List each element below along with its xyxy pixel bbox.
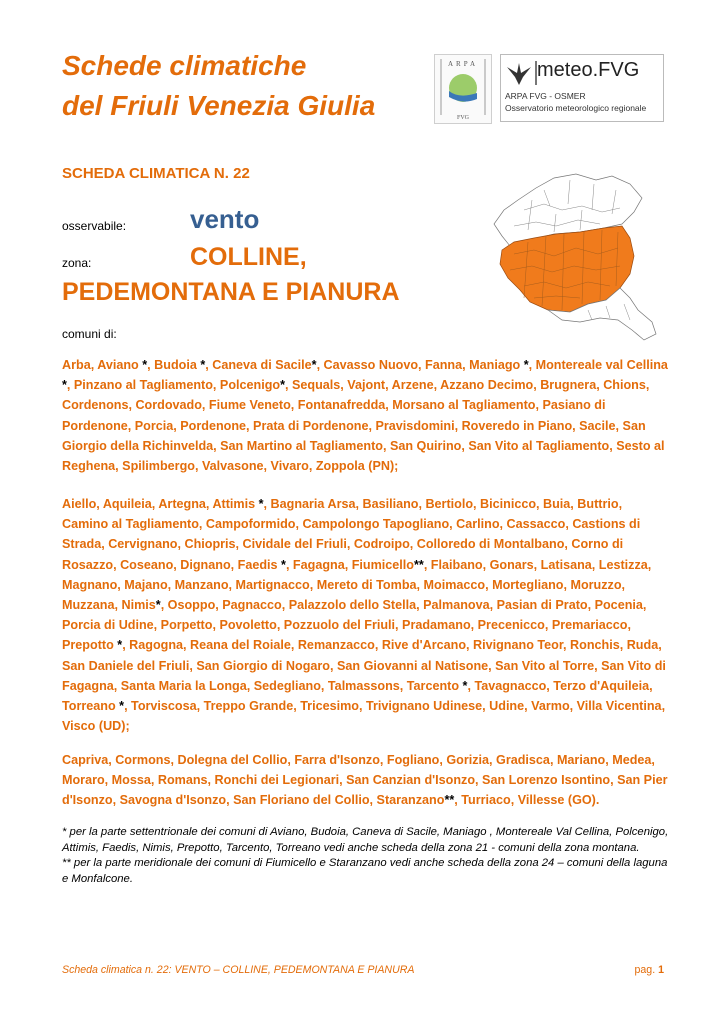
comuni-text: , Cavasso Nuovo, Fanna, Maniago bbox=[316, 358, 524, 372]
footnote-marker: * bbox=[280, 378, 286, 393]
arpa-logo-text: ARPA bbox=[447, 60, 479, 68]
arpa-logo-sub: FVG bbox=[456, 115, 470, 121]
zone-value-line1: COLLINE, bbox=[190, 243, 307, 271]
page-title bbox=[62, 46, 375, 126]
page-label: pag. bbox=[634, 964, 656, 976]
footnotes bbox=[62, 825, 672, 887]
comuni-text: , Bagnaria Arsa, Basiliano, Bertiolo, Bicinicco, Buia, Buttrio, Camino al Tagliamento, Campoformido, Campolongo Tapogliano, Carlino, Cassacco, Castions di Strada, Cervignano, Chiopris, Cividale del Friuli, Codroipo, Colloredo di Montalbano, Corno di Rosazzo, Coseano, Dignano, Faedis bbox=[62, 497, 641, 572]
zone-label: zona: bbox=[62, 256, 92, 270]
comuni-text: , Osoppo, Pagnacco, Palazzolo dello Stella, Palmanova, Pasian di Prato, Pocenia, Porcia di Udine, Porpetto, Povoletto, Pozzuolo del Friuli, Pradamano, Precenicco, Premariacco, Prepotto bbox=[62, 598, 647, 653]
footnote-marker: ** bbox=[414, 557, 424, 572]
comuni-text: , Budoia bbox=[147, 358, 201, 372]
meteo-logo-line1: ARPA FVG - OSMER bbox=[505, 91, 586, 101]
footnote-marker: * bbox=[200, 358, 206, 372]
footnote-marker: * bbox=[462, 678, 468, 693]
comuni-text: , Pinzano al Tagliamento, Polcenigo bbox=[66, 378, 281, 393]
comuni-ud-paragraph bbox=[62, 494, 668, 736]
footnote-marker: * bbox=[523, 358, 529, 372]
footnote-marker: * bbox=[281, 557, 286, 572]
comuni-text: , Tavagnacco, Terzo d'Aquileia, Torreano bbox=[62, 678, 653, 714]
footnote-1: * per la parte settentrionale dei comuni di Aviano, Budoia, Caneva di Sacile, Maniago , Montereale Val Cellina, Polcenigo, Attimis, Faedis, Nimis, Prepotto, Tarcento, Torreano vedi anche scheda della zona 21 - comuni della zona montana. bbox=[62, 826, 669, 854]
page-number bbox=[635, 964, 664, 976]
footnote-marker: * bbox=[155, 598, 161, 613]
meteo-fvg-logo bbox=[500, 54, 664, 122]
comuni-pn-paragraph bbox=[62, 355, 668, 476]
comuni-text: Aiello, Aquileia, Artegna, Attimis bbox=[62, 497, 259, 511]
scheda-number: SCHEDA CLIMATICA N. 22 bbox=[62, 165, 250, 182]
footnote-marker: * bbox=[117, 638, 123, 653]
comuni-text: , Caneva di Sacile bbox=[205, 358, 312, 372]
comuni-text: , Ragogna, Reana del Roiale, Remanzacco, Rive d'Arcano, Rivignano Teor, Ronchis, Ruda, San Daniele del Friuli, San Giorgio di Nogaro, San Giovanni al Natisone, San Vito al Torre, San Vito di Fagagna, Santa Maria la Longa, Sedegliano, Talmassons, Tarcento bbox=[62, 638, 666, 693]
footnote-marker: * bbox=[62, 378, 67, 393]
region-map bbox=[484, 170, 660, 344]
footnote-marker: ** bbox=[444, 793, 455, 808]
comuni-text: , Turriaco, Villesse (GO). bbox=[454, 793, 600, 808]
comuni-text: , Torviscosa, Treppo Grande, Tricesimo, Trivignano Udinese, Udine, Varmo, Villa Vicentina, Visco (UD); bbox=[62, 699, 666, 734]
meteo-logo-name: meteo.FVG bbox=[537, 59, 640, 81]
footnote-marker: * bbox=[142, 358, 148, 372]
footnote-marker: * bbox=[258, 497, 264, 511]
logos bbox=[434, 54, 664, 124]
footnote-marker: * bbox=[119, 699, 125, 714]
comuni-label: comuni di: bbox=[62, 327, 117, 341]
comuni-text: , Montereale val Cellina bbox=[528, 358, 668, 372]
eagle-icon bbox=[505, 59, 533, 87]
footnote-marker: * bbox=[311, 358, 317, 372]
comuni-text: , Flaibano, Gonars, Latisana, Lestizza, Magnano, Majano, Manzano, Martignacco, Mereto di Tomba, Moimacco, Mortegliano, Moruzzo, Muzzana, Nimis bbox=[62, 557, 652, 613]
comuni-text: Capriva, Cormons, Dolegna del Collio, Farra d'Isonzo, Fogliano, Gorizia, Gradisca, Mariano, Medea, Moraro, Mossa, Romans, Ronchi dei Legionari, San Canzian d'Isonzo, San Lorenzo Isontino, San Pier d'Isonzo, Savogna d'Isonzo, San Floriano del Collio, Staranzano bbox=[62, 753, 668, 808]
page-footer bbox=[62, 964, 664, 976]
title-line-2: del Friuli Venezia Giulia bbox=[62, 90, 376, 121]
meteo-logo-line2: Osservatorio meteorologico regionale bbox=[505, 103, 647, 113]
comuni-go-paragraph bbox=[62, 750, 668, 811]
page-number-value: 1 bbox=[658, 964, 664, 976]
comuni-text: , Fagagna, Fiumicello bbox=[285, 557, 414, 572]
observable-value: vento bbox=[190, 204, 260, 234]
arpa-fvg-logo bbox=[434, 54, 492, 124]
observable-label: osservabile: bbox=[62, 219, 127, 233]
comuni-text: , Sequals, Vajont, Arzene, Azzano Decimo, Brugnera, Chions, Cordenons, Cordovado, Fiume Veneto, Fontanafredda, Morsano al Tagliamento, Pasiano di Pordenone, Porcia, Pordenone, Prata di Pordenone, Pravisdomini, Roveredo in Piano, Sacile, San Giorgio della Richinvelda, San Martino al Tagliamento, San Quirino, San Vito al Tagliamento, Sesto al Reghena, Spilimbergo, Valvasone, Vivaro, Zoppola (PN); bbox=[62, 378, 665, 474]
comuni-text: Arba, Aviano bbox=[62, 358, 143, 372]
title-line-1: Schede climatiche bbox=[62, 50, 307, 81]
footnote-2: ** per la parte meridionale dei comuni di Fiumicello e Staranzano vedi anche scheda della zona 24 – comuni della laguna e Monfalcone. bbox=[62, 857, 668, 885]
zone-value-line2: PEDEMONTANA E PIANURA bbox=[62, 278, 400, 306]
footer-text: Scheda climatica n. 22: VENTO – COLLINE, PEDEMONTANA E PIANURA bbox=[62, 964, 415, 976]
